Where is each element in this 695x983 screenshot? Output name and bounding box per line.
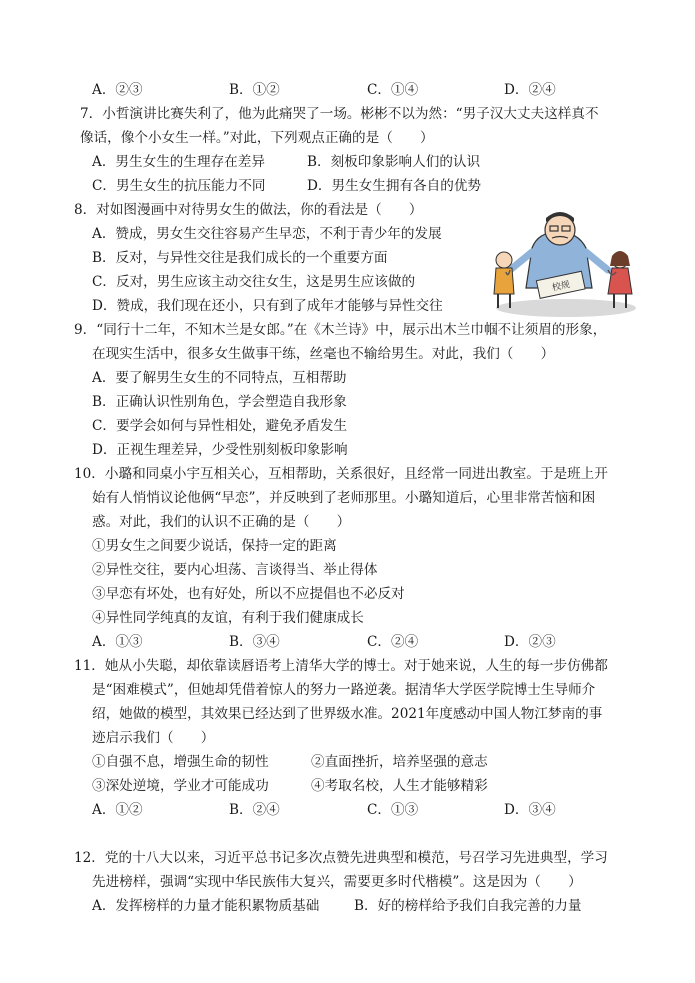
q11-option-d: D．③④ xyxy=(504,802,556,818)
q6-option-c: C．①④ xyxy=(367,82,419,98)
q6-option-d: D．②④ xyxy=(504,82,556,98)
q8-option-c: C．反对，男生应该主动交往女生，这是男生应该做的 xyxy=(92,274,416,290)
cartoon-illustration xyxy=(486,208,638,318)
q11-item-3: ③深处逆境，学业才可能成功 xyxy=(92,778,269,794)
q10-option-d: D．②③ xyxy=(504,634,556,650)
q10-option-b: B．③④ xyxy=(229,634,280,650)
q11-item-1: ①自强不息，增强生命的韧性 xyxy=(92,754,269,770)
q8-stem: 8．对如图漫画中对待男女生的做法，你的看法是（ ） xyxy=(74,202,423,218)
q10-stem-line-3: 惑。对此，我们的认识不正确的是（ ） xyxy=(92,514,351,530)
q9-option-a: A．要了解男生女生的不同特点，互相帮助 xyxy=(92,370,347,386)
q7-option-b: B．刻板印象影响人们的认识 xyxy=(307,154,481,170)
q10-option-a: A．①③ xyxy=(92,634,143,650)
q10-item-4: ④异性同学纯真的友谊，有利于我们健康成长 xyxy=(92,610,364,626)
cartoon-rule-label: 校规 xyxy=(551,280,572,294)
q9-stem-line-1: 9．“同行十二年，不知木兰是女郎。”在《木兰诗》中，展示出木兰巾帼不让须眉的形象， xyxy=(74,322,607,338)
q8-option-a: A．赞成，男女生交往容易产生早恋，不利于青少年的发展 xyxy=(92,226,442,242)
q7-stem-line-1: 7．小哲演讲比赛失利了，他为此痛哭了一场。彬彬不以为然：“男子汉大丈夫这样真不 xyxy=(80,106,599,122)
q12-option-a: A．发挥榜样的力量才能积累物质基础 xyxy=(92,898,320,914)
q11-item-4: ④考取名校，人生才能够精彩 xyxy=(311,778,488,794)
q10-item-3: ③早恋有坏处，也有好处，所以不应提倡也不必反对 xyxy=(92,586,405,602)
q11-stem-line-1: 11．她从小失聪，却依靠读唇语考上清华大学的博士。对于她来说，人生的每一步仿佛都 xyxy=(74,658,608,674)
q11-option-a: A．①② xyxy=(92,802,143,818)
q12-stem-line-1: 12．党的十八大以来，习近平总书记多次点赞先进典型和模范，号召学习先进典型，学习 xyxy=(74,850,608,866)
q10-item-2: ②异性交往，要内心坦荡、言谈得当、举止得体 xyxy=(92,562,378,578)
q9-option-b: B．正确认识性别角色，学会塑造自我形象 xyxy=(92,394,347,410)
q11-option-b: B．②④ xyxy=(229,802,280,818)
q12-stem-line-2: 先进榜样，强调“实现中华民族伟大复兴，需要更多时代楷模”。这是因为（ ） xyxy=(92,874,582,890)
q7-option-a: A．男生女生的生理存在差异 xyxy=(92,154,265,170)
q6-option-a: A．②③ xyxy=(92,82,143,98)
q10-item-1: ①男女生之间要少说话，保持一定的距离 xyxy=(92,538,337,554)
q9-stem-line-2: 在现实生活中，很多女生做事干练，丝毫也不输给男生。对此，我们（ ） xyxy=(92,346,555,362)
q6-option-b: B．①② xyxy=(229,82,280,98)
q8-option-b: B．反对，与异性交往是我们成长的一个重要方面 xyxy=(92,250,388,266)
q11-stem-line-4: 迹启示我们（ ） xyxy=(92,730,215,746)
q11-item-2: ②直面挫折，培养坚强的意志 xyxy=(311,754,488,770)
q8-option-d: D．赞成，我们现在还小，只有到了成年才能够与异性交往 xyxy=(92,298,443,314)
q11-stem-line-2: 是“困难模式”，但她却凭借着惊人的努力一路逆袭。据清华大学医学院博士生导师介 xyxy=(92,682,596,698)
q11-option-c: C．①③ xyxy=(367,802,419,818)
q10-stem-line-2: 始有人悄悄议论他俩“早恋”，并反映到了老师那里。小璐知道后，心里非常苦恼和困 xyxy=(92,490,596,506)
q12-option-b: B．好的榜样给予我们自我完善的力量 xyxy=(354,898,582,914)
q7-option-c: C．男生女生的抗压能力不同 xyxy=(92,178,266,194)
q10-option-c: C．②④ xyxy=(367,634,419,650)
q10-stem-line-1: 10．小璐和同桌小宇互相关心，互相帮助，关系很好，且经常一同进出教室。于是班上开 xyxy=(74,466,608,482)
q11-stem-line-3: 绍，她做的模型，其效果已经达到了世界级水准。2021年度感动中国人物江梦南的事 xyxy=(92,706,603,722)
q9-option-c: C．要学会如何与异性相处，避免矛盾发生 xyxy=(92,418,348,434)
q7-stem-line-2: 像话，像个小女生一样。”对此，下列观点正确的是（ ） xyxy=(80,130,434,146)
q7-option-d: D．男生女生拥有各自的优势 xyxy=(307,178,482,194)
q9-option-d: D．正视生理差异，少受性别刻板印象影响 xyxy=(92,442,348,458)
